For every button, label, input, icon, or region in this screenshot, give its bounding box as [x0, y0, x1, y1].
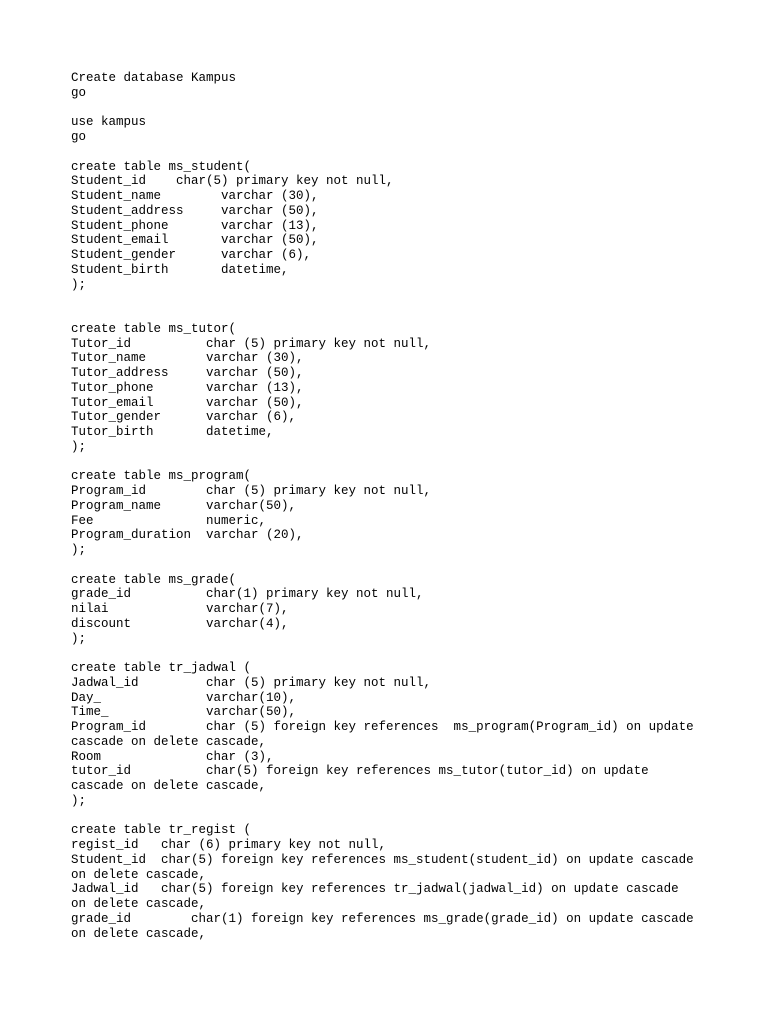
code-line: Student_birth datetime,	[71, 262, 289, 277]
code-line: create table ms_student(	[71, 159, 252, 174]
code-line: cascade on delete cascade,	[71, 734, 267, 749]
code-line: Fee numeric,	[71, 513, 267, 528]
code-line: Tutor_gender varchar (6),	[71, 410, 297, 425]
code-line: use kampus	[71, 115, 147, 130]
code-line: Tutor_email varchar (50),	[71, 395, 304, 410]
code-line: nilai varchar(7),	[71, 602, 289, 616]
code-line: Day_ varchar(10),	[71, 690, 297, 705]
code-line	[71, 145, 694, 160]
code-line: Student_email varchar (50),	[71, 233, 319, 248]
code-line: create table ms_grade(	[71, 572, 237, 587]
code-line: Student_gender varchar (6),	[71, 248, 312, 262]
code-line: create table tr_jadwal (	[71, 661, 252, 675]
code-line: Program_name varchar(50),	[71, 498, 297, 513]
code-line: regist_id char (6) primary key not null,	[71, 838, 387, 852]
code-line: on delete cascade,	[71, 897, 207, 911]
code-line: create table ms_tutor(	[71, 321, 237, 336]
code-line	[71, 455, 694, 470]
code-line: Student_name varchar (30),	[71, 189, 319, 203]
code-line: discount varchar(4),	[71, 616, 289, 631]
code-line: Tutor_birth datetime,	[71, 425, 274, 439]
code-line: Program_duration varchar (20),	[71, 528, 304, 543]
code-line: go	[71, 85, 87, 100]
code-line	[71, 101, 694, 116]
code-line: Student_id char(5) foreign key references ms_student(student_id) on update cascade	[71, 852, 694, 867]
code-line: Time_ varchar(50),	[71, 705, 297, 720]
code-line: );	[71, 439, 87, 454]
code-line: tutor_id char(5) foreign key references ms_tutor(tutor_id) on update	[71, 764, 649, 779]
code-line: Student_id char(5) primary key not null,	[71, 174, 394, 189]
code-line: Tutor_name varchar (30),	[71, 351, 304, 366]
code-line	[71, 558, 694, 573]
code-line: Jadwal_id char(5) foreign key references tr_jadwal(jadwal_id) on update cascade	[71, 882, 679, 897]
code-line: Room char (3),	[71, 749, 274, 764]
code-line: go	[71, 130, 87, 144]
code-line: cascade on delete cascade,	[71, 779, 267, 793]
code-line: Tutor_id char (5) primary key not null,	[71, 336, 432, 351]
code-line	[71, 292, 694, 307]
code-line: Tutor_phone varchar (13),	[71, 380, 304, 395]
code-line: Student_address varchar (50),	[71, 203, 319, 218]
code-line: Jadwal_id char (5) primary key not null,	[71, 675, 432, 690]
sql-code-block	[71, 71, 694, 941]
code-line: Tutor_address varchar (50),	[71, 366, 304, 380]
code-line	[71, 307, 694, 322]
code-line: );	[71, 543, 87, 557]
code-line	[71, 646, 694, 661]
code-line: on delete cascade,	[71, 867, 207, 882]
code-line: Student_phone varchar (13),	[71, 218, 319, 233]
code-line: grade_id char(1) primary key not null,	[71, 587, 424, 602]
code-line: Create database Kampus	[71, 71, 237, 85]
code-line: );	[71, 631, 87, 646]
code-line: );	[71, 793, 87, 808]
code-line: Program_id char (5) primary key not null,	[71, 484, 432, 498]
code-line: create table ms_program(	[71, 469, 252, 484]
code-line	[71, 809, 694, 824]
code-line: on delete cascade,	[71, 926, 207, 941]
code-line: Program_id char (5) foreign key references ms_program(Program_id) on update	[71, 720, 694, 734]
code-line: grade_id char(1) foreign key references ms_grade(grade_id) on update cascade	[71, 911, 694, 926]
code-line: );	[71, 277, 87, 292]
code-line: create table tr_regist (	[71, 823, 252, 838]
